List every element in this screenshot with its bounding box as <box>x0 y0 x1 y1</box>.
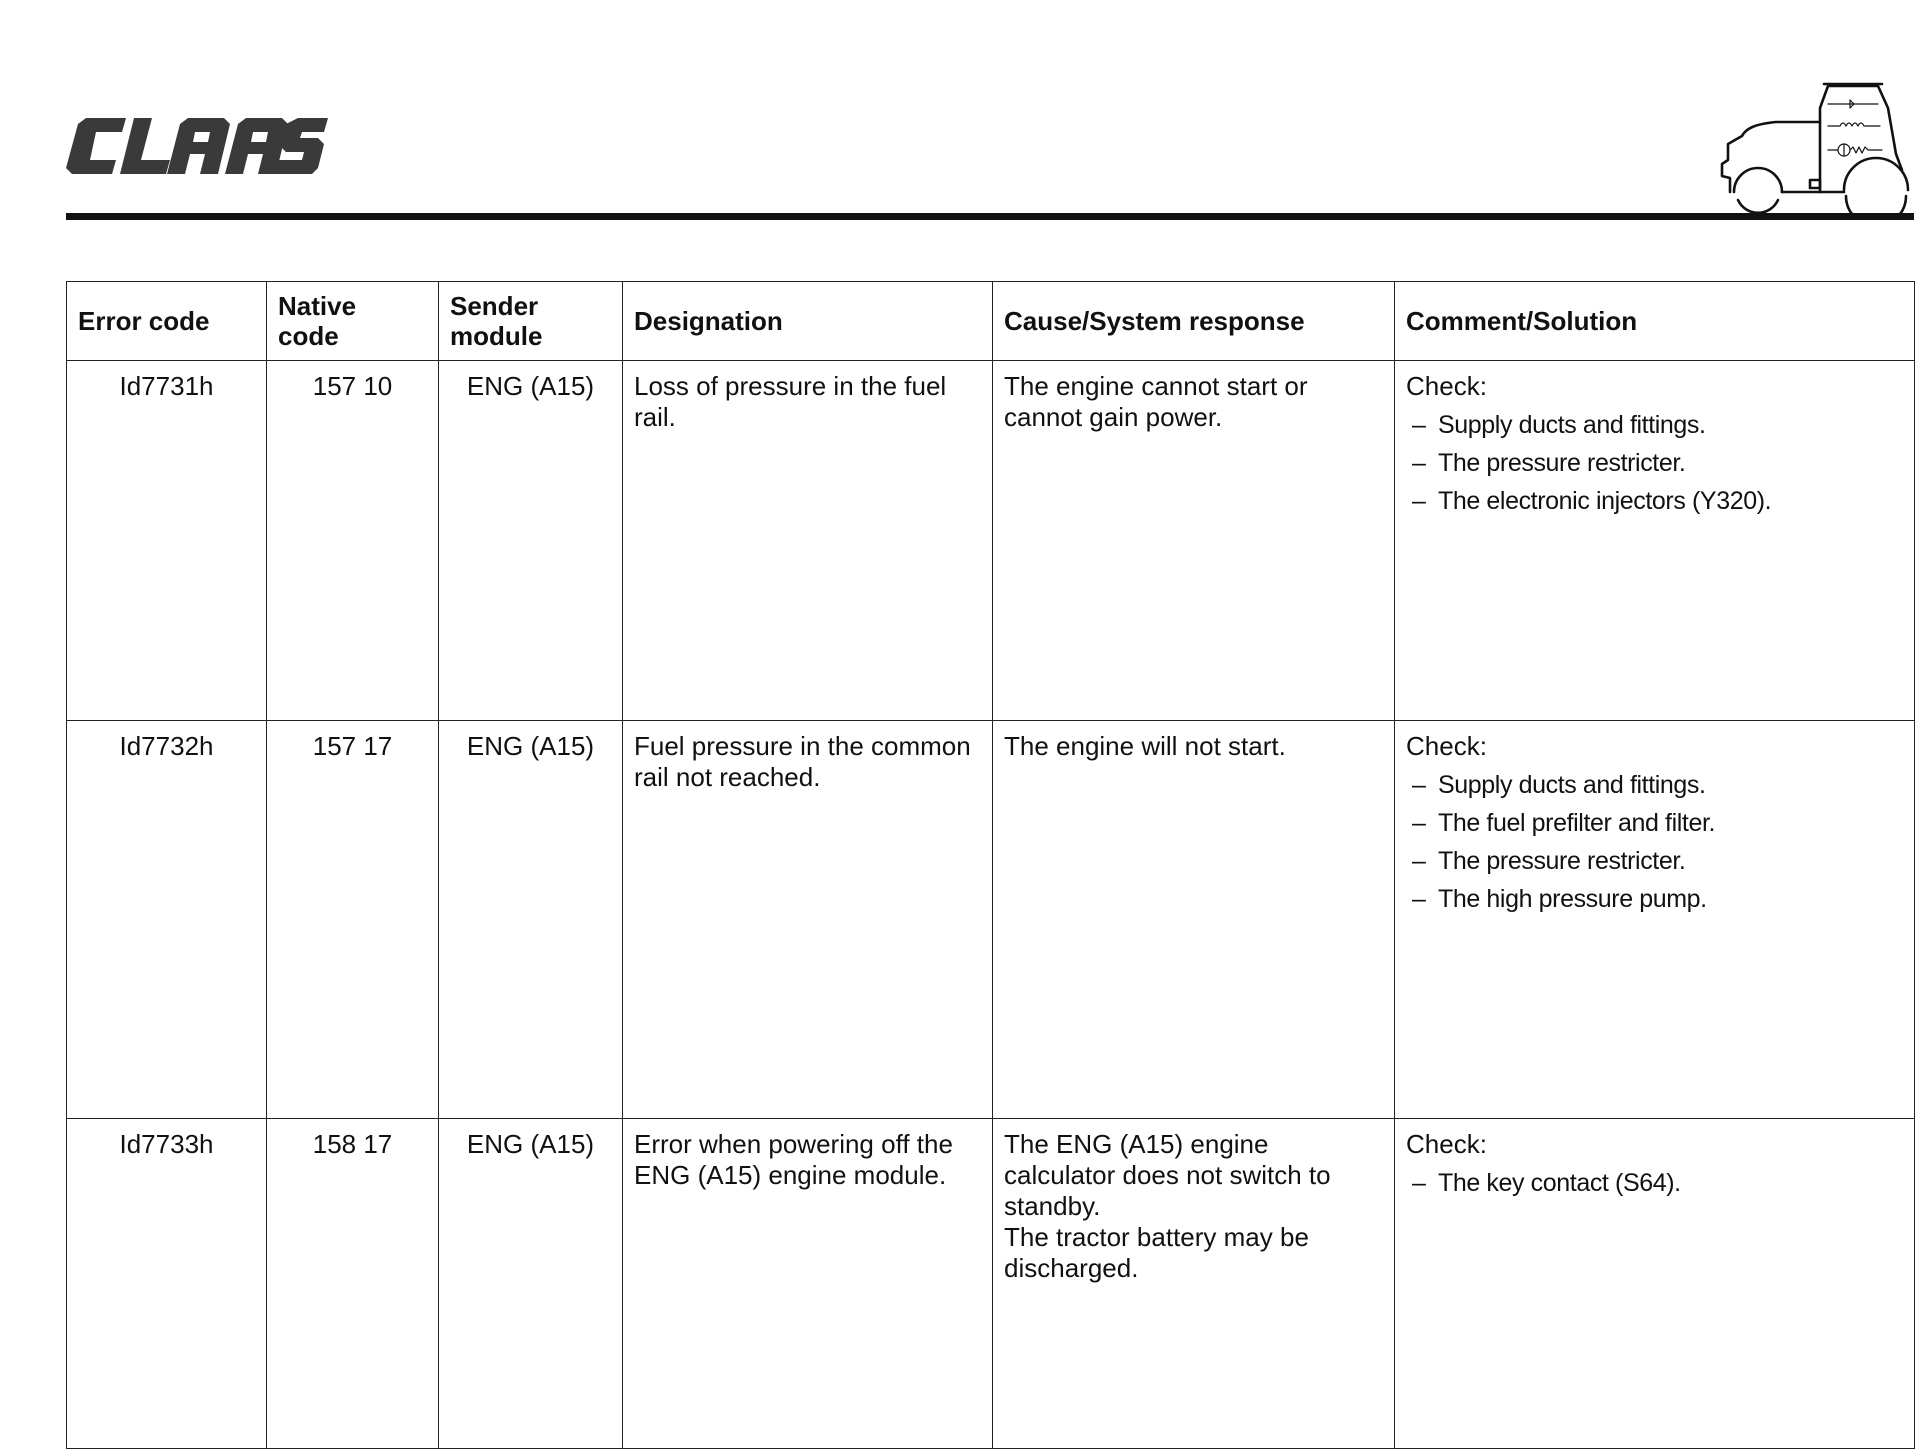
solution-item: – The fuel prefilter and filter. <box>1406 804 1903 842</box>
solution-item: – Supply ducts and fittings. <box>1406 406 1903 444</box>
solution-cell <box>1395 1119 1915 1449</box>
column-header-native-code: Native code <box>267 282 439 361</box>
column-header-error-code: Error code <box>67 282 267 361</box>
column-header-designation: Designation <box>623 282 993 361</box>
solution-intro: Check: <box>1406 731 1487 761</box>
solution-list <box>1406 406 1903 520</box>
solution-item: – The pressure restricter. <box>1406 444 1903 482</box>
column-header-solution: Comment/Solution <box>1395 282 1915 361</box>
cause-line: The ENG (A15) engine calculator does not switch to standby. <box>1004 1129 1331 1221</box>
solution-intro: Check: <box>1406 371 1487 401</box>
designation-cell: Loss of pressure in the fuel rail. <box>623 361 993 721</box>
column-header-sender-module: Sender module <box>439 282 623 361</box>
claas-logo <box>66 118 328 174</box>
solution-list <box>1406 1164 1903 1202</box>
cause-cell <box>993 721 1395 1119</box>
page-header <box>0 0 1920 230</box>
native-code-cell: 157 17 <box>267 721 439 1119</box>
tractor-electrical-icon <box>1716 80 1912 216</box>
cause-cell <box>993 1119 1395 1449</box>
designation-cell: Fuel pressure in the common rail not reached. <box>623 721 993 1119</box>
cause-line: The engine cannot start or cannot gain power. <box>1004 371 1308 432</box>
sender-module-cell: ENG (A15) <box>439 1119 623 1449</box>
cause-line: The tractor battery may be discharged. <box>1004 1222 1309 1283</box>
solution-item: – The pressure restricter. <box>1406 842 1903 880</box>
solution-list <box>1406 766 1903 918</box>
table-row <box>67 1119 1915 1449</box>
column-header-cause: Cause/System response <box>993 282 1395 361</box>
table-row <box>67 361 1915 721</box>
error-code-cell: Id7731h <box>67 361 267 721</box>
native-code-cell: 158 17 <box>267 1119 439 1449</box>
sender-module-cell: ENG (A15) <box>439 361 623 721</box>
cause-line: The engine will not start. <box>1004 731 1286 761</box>
error-code-cell: Id7732h <box>67 721 267 1119</box>
solution-item: – The high pressure pump. <box>1406 880 1903 918</box>
native-code-cell: 157 10 <box>267 361 439 721</box>
solution-cell <box>1395 361 1915 721</box>
solution-intro: Check: <box>1406 1129 1487 1159</box>
cause-cell <box>993 361 1395 721</box>
sender-module-cell: ENG (A15) <box>439 721 623 1119</box>
solution-cell <box>1395 721 1915 1119</box>
table-header-row <box>67 282 1915 361</box>
solution-item: – Supply ducts and fittings. <box>1406 766 1903 804</box>
table-row <box>67 721 1915 1119</box>
designation-cell: Error when powering off the ENG (A15) engine module. <box>623 1119 993 1449</box>
header-rule <box>66 213 1914 220</box>
solution-item: – The key contact (S64). <box>1406 1164 1903 1202</box>
error-code-cell: Id7733h <box>67 1119 267 1449</box>
error-code-table <box>66 281 1915 1449</box>
solution-item: – The electronic injectors (Y320). <box>1406 482 1903 520</box>
